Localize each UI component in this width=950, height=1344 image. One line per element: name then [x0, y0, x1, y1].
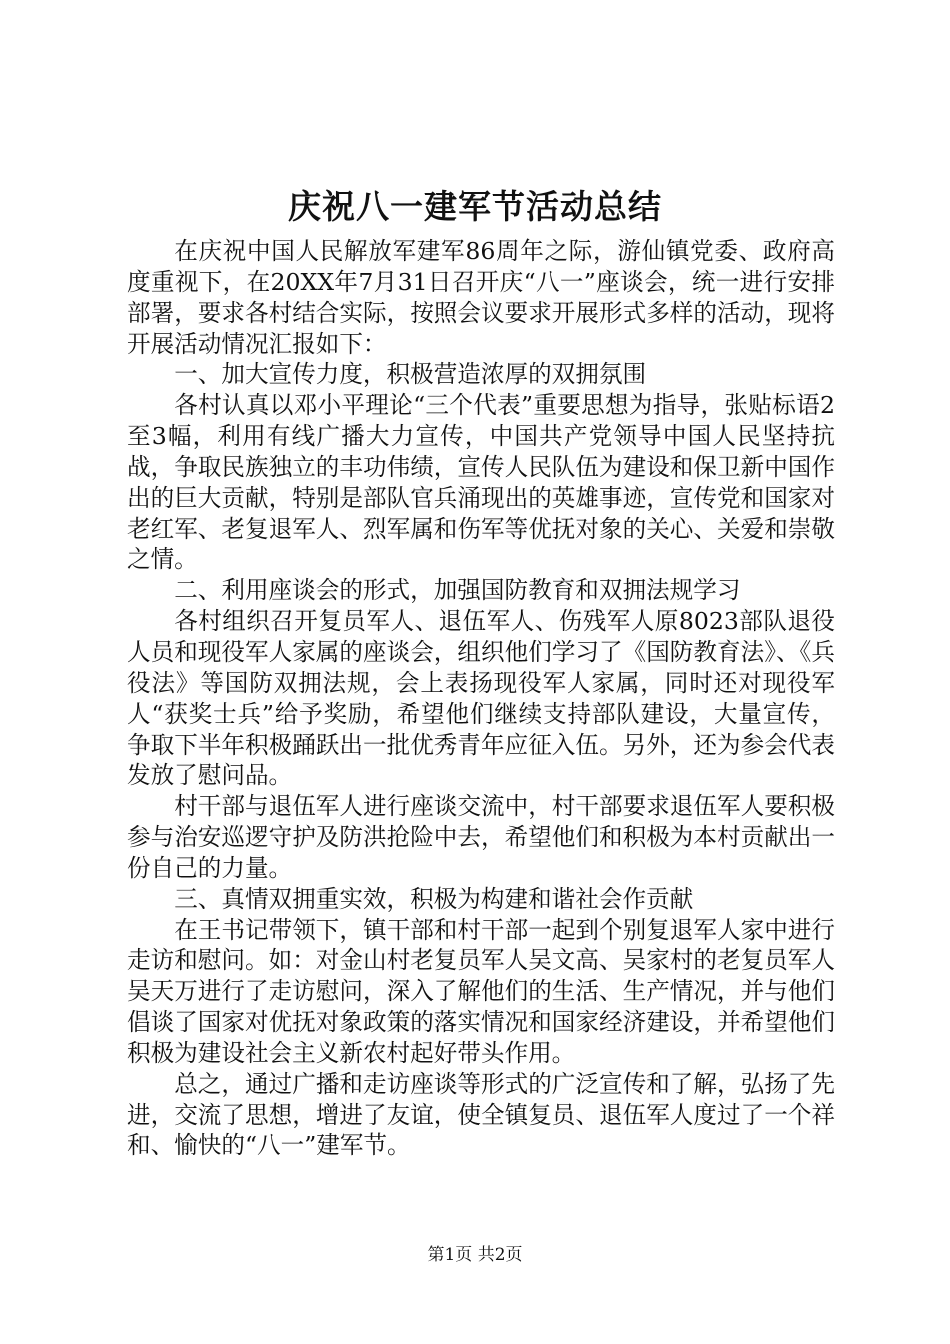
paragraph-publicity: 各村认真以邓小平理论“三个代表”重要思想为指导，张贴标语2至3幅，利用有线广播大力宣传，中国共产党领导中国人民坚持抗战，争取民族独立的丰功伟绩，宣传人民队伍为建设和保卫新中国作出的巨大贡献，特别是部队官兵涌现出的英雄事迹，宣传党和国家对老红军、老复退军人、烈军属和伤军等优抚对象的关心、关爱和崇敬之情。	[127, 391, 835, 574]
section-heading-1: 一、加大宣传力度，积极营造浓厚的双拥氛围	[174, 360, 647, 389]
paragraph-symposium: 各村组织召开复员军人、退伍军人、伤残军人原8023部队退役人员和现役军人家属的座谈会，组织他们学习了《国防教育法》、《兵役法》等国防双拥法规，会上表扬现役军人家属，同时还对现役军人“获奖士兵”给予奖励，希望他们继续支持部队建设，大量宣传，争取下半年积极踊跃出一批优秀青年应征入伍。另外，还为参会代表发放了慰问品。	[127, 607, 835, 790]
paragraph-intro: 在庆祝中国人民解放军建军86周年之际，游仙镇党委、政府高度重视下，在20XX年7月31日召开庆“八一”座谈会，统一进行安排部署，要求各村结合实际，按照会议要求开展形式多样的活动，现将开展活动情况汇报如下：	[127, 237, 835, 358]
section-heading-3: 三、真情双拥重实效，积极为构建和谐社会作贡献	[174, 884, 694, 913]
paragraph-visits: 在王书记带领下，镇干部和村干部一起到个别复退军人家中进行走访和慰问。如：对金山村老复员军人吴文高、吴家村的老复员军人吴天万进行了走访慰问，深入了解他们的生活、生产情况，并与他们倡谈了国家对优抚对象政策的落实情况和国家经济建设，并希望他们积极为建设社会主义新农村起好带头作用。	[127, 915, 835, 1067]
page-number: 第1页 共2页	[427, 1245, 523, 1265]
document-title: 庆祝八一建军节活动总结	[288, 187, 662, 226]
section-heading-2: 二、利用座谈会的形式，加强国防教育和双拥法规学习	[174, 576, 741, 605]
paragraph-village-exchange: 村干部与退伍军人进行座谈交流中，村干部要求退伍军人要积极参与治安巡逻守护及防洪抢险中去，希望他们和积极为本村贡献出一份自己的力量。	[127, 792, 835, 882]
document-body	[127, 236, 835, 1161]
paragraph-conclusion: 总之，通过广播和走访座谈等形式的广泛宣传和了解，弘扬了先进，交流了思想，增进了友谊，使全镇复员、退伍军人度过了一个祥和、愉快的“八一”建军节。	[127, 1069, 835, 1160]
